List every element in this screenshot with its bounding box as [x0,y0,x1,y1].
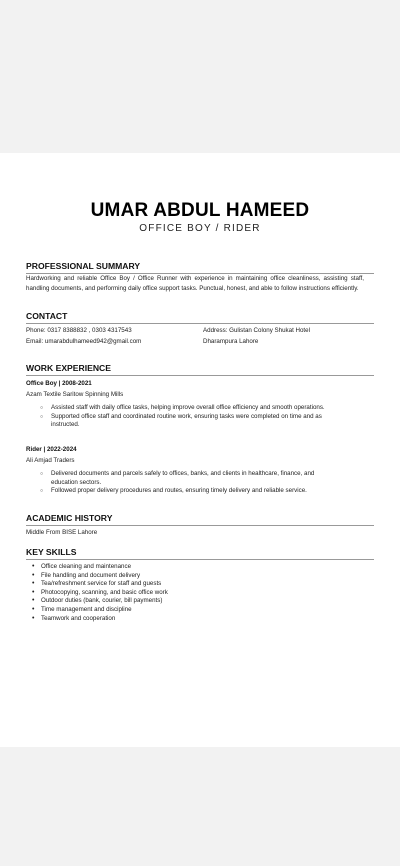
contact-address-line1: Address: Gulistan Colony Shukat Hotel [203,327,310,334]
skills-divider [26,559,374,560]
experience-divider [26,375,374,376]
skill-item: • Office cleaning and maintenance [32,563,168,572]
job-company: Azam Textile Saritow Spinning Mills [26,391,124,398]
skill-item: • Photocopying, scanning, and basic office work [32,589,168,598]
skills-heading: KEY SKILLS [26,547,77,557]
education-heading: ACADEMIC HISTORY [26,513,113,523]
skill-item: • Teamwork and cooperation [32,615,168,624]
contact-address-line2: Dharampura Lahore [203,338,259,345]
job-duty: ○ Supported office staff and coordinated routine work, ensuring tasks were completed on time and as [40,413,325,422]
contact-email: Email: umarabdulhameed942@gmail.com [26,338,142,345]
job-company: Ali Amjad Traders [26,457,75,464]
education-divider [26,525,374,526]
job-duty-continuation [40,421,325,430]
experience-heading: WORK EXPERIENCE [26,363,111,373]
summary-heading: PROFESSIONAL SUMMARY [26,261,141,271]
job-title: Rider | 2022-2024 [26,446,77,453]
job-duty-text: instructed. [51,421,80,429]
contact-phone: Phone: 0317 8388832 , 0303 4317543 [26,327,132,334]
candidate-role: OFFICE BOY / RIDER [139,223,261,234]
skill-item: • Tea/refreshment service for staff and guests [32,580,168,589]
resume-page [0,153,400,747]
candidate-name: UMAR ABDUL HAMEED [90,200,310,221]
job-duty: ○ Assisted staff with daily office tasks, helping improve overall office efficiency and smooth operations. [40,404,325,413]
skills-list [32,563,168,623]
job-title: Office Boy | 2008-2021 [26,380,92,387]
job-duties-list [40,404,325,430]
skill-item: • Outdoor duties (bank, courier, bill payments) [32,597,168,606]
job-duties-list [40,470,314,496]
summary-text: Hardworking and reliable Office Boy / Office Runner with experience in maintaining office cleanliness, assisting staff, handling documents, and performing daily office support tasks. Punctual, honest, and able to follow instructions efficiently. [26,275,364,292]
job-duty: ○ Delivered documents and parcels safely to offices, banks, and clients in healthcare, finance, and [40,470,314,479]
job-duty: ○ Followed proper delivery procedures and routes, ensuring timely delivery and reliable service. [40,487,314,496]
job-duty-continuation [40,479,314,488]
skill-item: • Time management and discipline [32,606,168,615]
skill-item: • File handling and document delivery [32,572,168,581]
contact-divider [26,323,374,324]
job-duty-text: education sectors. [51,478,102,486]
contact-heading: CONTACT [26,311,68,321]
education-text: Middle From BISE Lahore [26,529,98,536]
